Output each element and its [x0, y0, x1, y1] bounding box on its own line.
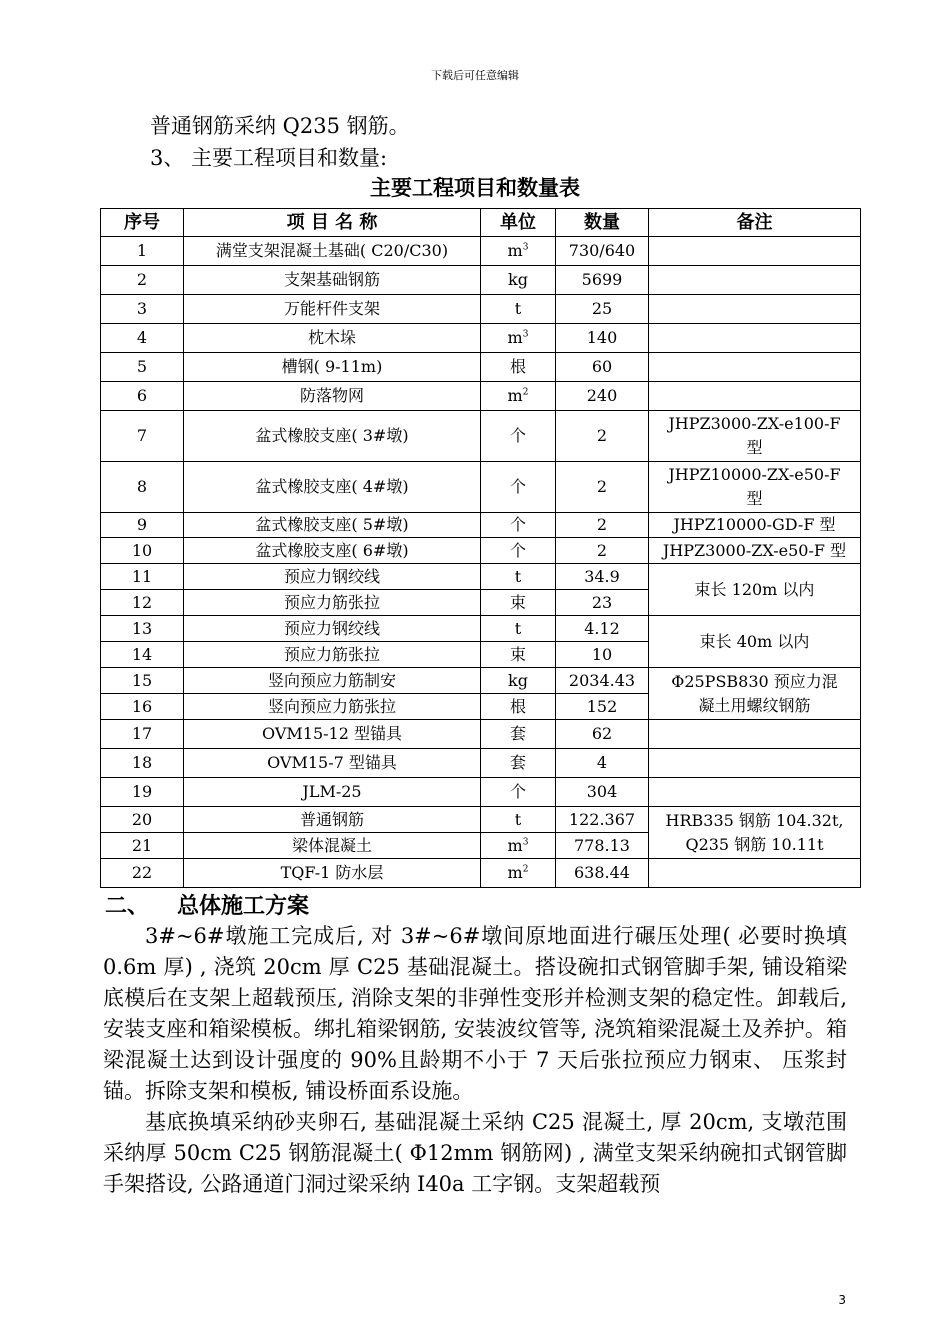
table-title: 主要工程项目和数量表 [370, 176, 580, 200]
cell-qty: 2034.43 [556, 668, 649, 694]
cell-qty: 2 [556, 538, 649, 564]
cell-no: 13 [101, 616, 184, 642]
col-header-remark: 备注 [649, 209, 861, 237]
cell-name: 盆式橡胶支座( 3#墩) [184, 411, 481, 462]
cell-unit: $m^2$ [481, 382, 556, 411]
cell-qty: 2 [556, 513, 649, 538]
table-row [101, 564, 861, 590]
cell-no: 14 [101, 642, 184, 668]
page-number: 3 [838, 1293, 846, 1307]
cell-unit: $m^3$ [481, 237, 556, 266]
table-header-row [101, 209, 861, 237]
cell-qty: 152 [556, 694, 649, 720]
cell-qty: 34.9 [556, 564, 649, 590]
cell-no: 20 [101, 807, 184, 833]
cell-name: 盆式橡胶支座( 4#墩) [184, 462, 481, 513]
cell-remark [649, 749, 861, 778]
cell-remark [649, 859, 861, 888]
table-row [101, 778, 861, 807]
cell-no: 3 [101, 295, 184, 324]
table-row [101, 462, 861, 513]
table-row [101, 859, 861, 888]
cell-remark: HRB335 钢筋 104.32t, Q235 钢筋 10.11t [649, 807, 861, 859]
cell-qty: 778.13 [556, 833, 649, 859]
cell-no: 19 [101, 778, 184, 807]
cell-unit: t [481, 807, 556, 833]
cell-remark [649, 237, 861, 266]
cell-qty: 62 [556, 720, 649, 749]
cell-no: 5 [101, 353, 184, 382]
cell-no: 15 [101, 668, 184, 694]
cell-unit: kg [481, 668, 556, 694]
col-header-name: 项 目 名 称 [184, 209, 481, 237]
cell-unit: kg [481, 266, 556, 295]
cell-unit: 个 [481, 411, 556, 462]
cell-name: 满堂支架混凝土基础( C20/C30) [184, 237, 481, 266]
cell-name: 竖向预应力筋制安 [184, 668, 481, 694]
cell-name: 槽钢( 9-11m) [184, 353, 481, 382]
cell-no: 8 [101, 462, 184, 513]
paragraph: 3#~6#墩施工完成后, 对 3#~6#墩间原地面进行碾压处理( 必要时换填 0.6m 厚) , 浇筑 20cm 厚 C25 基础混凝土。搭设碗扣式钢管脚手架, 铺设箱梁底模后在支架上超载预压, 消除支架的非弹性变形并检测支架的稳定性。卸载后, 安装支座和箱梁模板。绑扎箱梁钢筋, 安装波纹管等, 浇筑箱梁混凝土及养护。箱梁混凝土达到设计强度的 90%且龄期不小于 7 天后张拉预应力钢束、 压浆封锚。拆除支架和模板, 铺设桥面系设施。 [103, 924, 847, 1103]
cell-unit: t [481, 295, 556, 324]
table-row [101, 382, 861, 411]
cell-unit: t [481, 616, 556, 642]
cell-name: JLM-25 [184, 778, 481, 807]
cell-unit: t [481, 564, 556, 590]
cell-unit: 个 [481, 513, 556, 538]
table-row [101, 513, 861, 538]
cell-qty: 25 [556, 295, 649, 324]
cell-qty: 240 [556, 382, 649, 411]
cell-qty: 122.367 [556, 807, 649, 833]
cell-remark [649, 324, 861, 353]
cell-remark: JHPZ10000-ZX-e50-F 型 [649, 462, 861, 513]
cell-unit: 根 [481, 694, 556, 720]
cell-unit: 束 [481, 590, 556, 616]
cell-name: TQF-1 防水层 [184, 859, 481, 888]
cell-name: 预应力筋张拉 [184, 590, 481, 616]
cell-no: 10 [101, 538, 184, 564]
cell-no: 21 [101, 833, 184, 859]
section-heading [105, 889, 309, 920]
cell-unit: 根 [481, 353, 556, 382]
cell-unit: $m^3$ [481, 833, 556, 859]
intro-line-1: 普通钢筋采纳 Q235 钢筋。 [150, 114, 410, 138]
cell-remark: JHPZ10000-GD-F 型 [649, 513, 861, 538]
intro-line-2: 3、 主要工程项目和数量: [150, 146, 388, 170]
cell-no: 16 [101, 694, 184, 720]
cell-remark [649, 778, 861, 807]
cell-remark [649, 353, 861, 382]
cell-unit: $m^2$ [481, 859, 556, 888]
cell-unit: 束 [481, 642, 556, 668]
cell-name: 盆式橡胶支座( 5#墩) [184, 513, 481, 538]
col-header-no: 序号 [101, 209, 184, 237]
table-row [101, 807, 861, 833]
cell-name: 预应力钢绞线 [184, 564, 481, 590]
cell-qty: 140 [556, 324, 649, 353]
cell-qty: 2 [556, 462, 649, 513]
page-header: 下载后可任意编辑 [431, 69, 519, 82]
cell-unit: 套 [481, 749, 556, 778]
table-row [101, 266, 861, 295]
cell-name: OVM15-12 型锚具 [184, 720, 481, 749]
cell-qty: 5699 [556, 266, 649, 295]
cell-remark [649, 295, 861, 324]
cell-no: 1 [101, 237, 184, 266]
cell-qty: 2 [556, 411, 649, 462]
table-row [101, 353, 861, 382]
cell-qty: 23 [556, 590, 649, 616]
cell-name: 普通钢筋 [184, 807, 481, 833]
cell-no: 6 [101, 382, 184, 411]
table-row [101, 411, 861, 462]
cell-name: 预应力筋张拉 [184, 642, 481, 668]
cell-remark: JHPZ3000-ZX-e50-F 型 [649, 538, 861, 564]
cell-no: 22 [101, 859, 184, 888]
table-row [101, 237, 861, 266]
col-header-qty: 数量 [556, 209, 649, 237]
cell-name: 预应力钢绞线 [184, 616, 481, 642]
body-text [103, 921, 847, 1200]
cell-no: 12 [101, 590, 184, 616]
cell-remark [649, 720, 861, 749]
cell-no: 17 [101, 720, 184, 749]
cell-unit: 个 [481, 538, 556, 564]
cell-qty: 4 [556, 749, 649, 778]
col-header-unit: 单位 [481, 209, 556, 237]
section-number: 二、 [105, 894, 150, 919]
cell-name: OVM15-7 型锚具 [184, 749, 481, 778]
cell-no: 18 [101, 749, 184, 778]
cell-qty: 730/640 [556, 237, 649, 266]
cell-name: 盆式橡胶支座( 6#墩) [184, 538, 481, 564]
cell-name: 梁体混凝土 [184, 833, 481, 859]
quantities-table [100, 208, 861, 888]
cell-unit: $m^3$ [481, 324, 556, 353]
cell-qty: 304 [556, 778, 649, 807]
cell-no: 11 [101, 564, 184, 590]
paragraph: 基底换填采纳砂夹卵石, 基础混凝土采纳 C25 混凝土, 厚 20cm, 支墩范围采纳厚 50cm C25 钢筋混凝土( Φ12mm 钢筋网) , 满堂支架采纳碗扣式钢管脚手架搭设, 公路通道门洞过梁采纳 I40a 工字钢。支架超载预 [103, 1110, 847, 1196]
cell-no: 9 [101, 513, 184, 538]
cell-remark: Φ25PSB830 预应力混 凝土用螺纹钢筋 [649, 668, 861, 720]
cell-unit: 套 [481, 720, 556, 749]
cell-no: 7 [101, 411, 184, 462]
cell-name: 枕木垛 [184, 324, 481, 353]
cell-name: 防落物网 [184, 382, 481, 411]
table-row [101, 720, 861, 749]
table-row [101, 538, 861, 564]
cell-qty: 10 [556, 642, 649, 668]
cell-name: 竖向预应力筋张拉 [184, 694, 481, 720]
cell-remark: 束长 40m 以内 [649, 616, 861, 668]
cell-no: 2 [101, 266, 184, 295]
section-title: 总体施工方案 [177, 894, 310, 919]
cell-remark: 束长 120m 以内 [649, 564, 861, 616]
cell-name: 支架基础钢筋 [184, 266, 481, 295]
cell-name: 万能杆件支架 [184, 295, 481, 324]
cell-qty: 60 [556, 353, 649, 382]
cell-unit: 个 [481, 462, 556, 513]
cell-remark: JHPZ3000-ZX-e100-F 型 [649, 411, 861, 462]
cell-remark [649, 382, 861, 411]
cell-unit: 个 [481, 778, 556, 807]
cell-qty: 4.12 [556, 616, 649, 642]
cell-no: 4 [101, 324, 184, 353]
cell-remark [649, 266, 861, 295]
table-row [101, 749, 861, 778]
table-row [101, 668, 861, 694]
table-row [101, 616, 861, 642]
table-row [101, 295, 861, 324]
cell-qty: 638.44 [556, 859, 649, 888]
table-row [101, 324, 861, 353]
